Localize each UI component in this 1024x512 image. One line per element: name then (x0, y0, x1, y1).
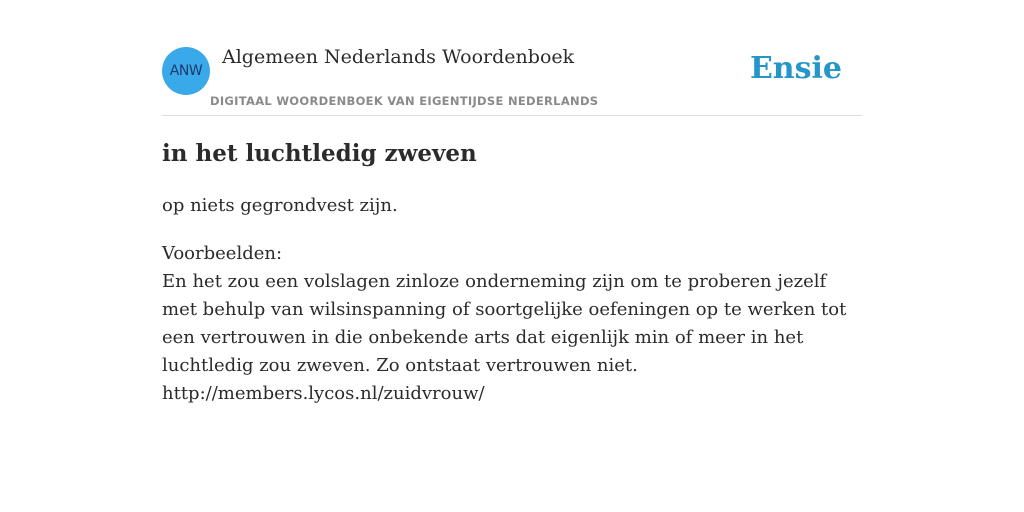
site-subtitle: DIGITAAL WOORDENBOEK VAN EIGENTIJDSE NEDERLANDS (210, 94, 599, 108)
site-title[interactable]: Algemeen Nederlands Woordenboek (222, 46, 575, 68)
anw-logo[interactable] (162, 47, 210, 95)
example-text: En het zou een volslagen zinloze onderneming zijn om te proberen jezelf met behulp van wilsinspanning of soortgelijke oefeningen op te werken tot een vertrouwen in die onbekende arts dat eigenlijk min of meer in het luchtledig zou zweven. Zo ontstaat vertrouwen niet. (162, 271, 847, 376)
entry-headword: in het luchtledig zweven (162, 140, 477, 167)
example-source: http://members.lycos.nl/zuidvrouw/ (162, 383, 485, 404)
ensie-brand-link[interactable]: Ensie (749, 51, 842, 86)
site-header (162, 0, 862, 116)
entry-definition: op niets gegrondvest zijn. (162, 195, 398, 216)
examples-section (162, 240, 862, 408)
page-container (162, 0, 862, 512)
examples-label: Voorbeelden: (162, 243, 283, 264)
logo-text: ANW (169, 63, 203, 79)
